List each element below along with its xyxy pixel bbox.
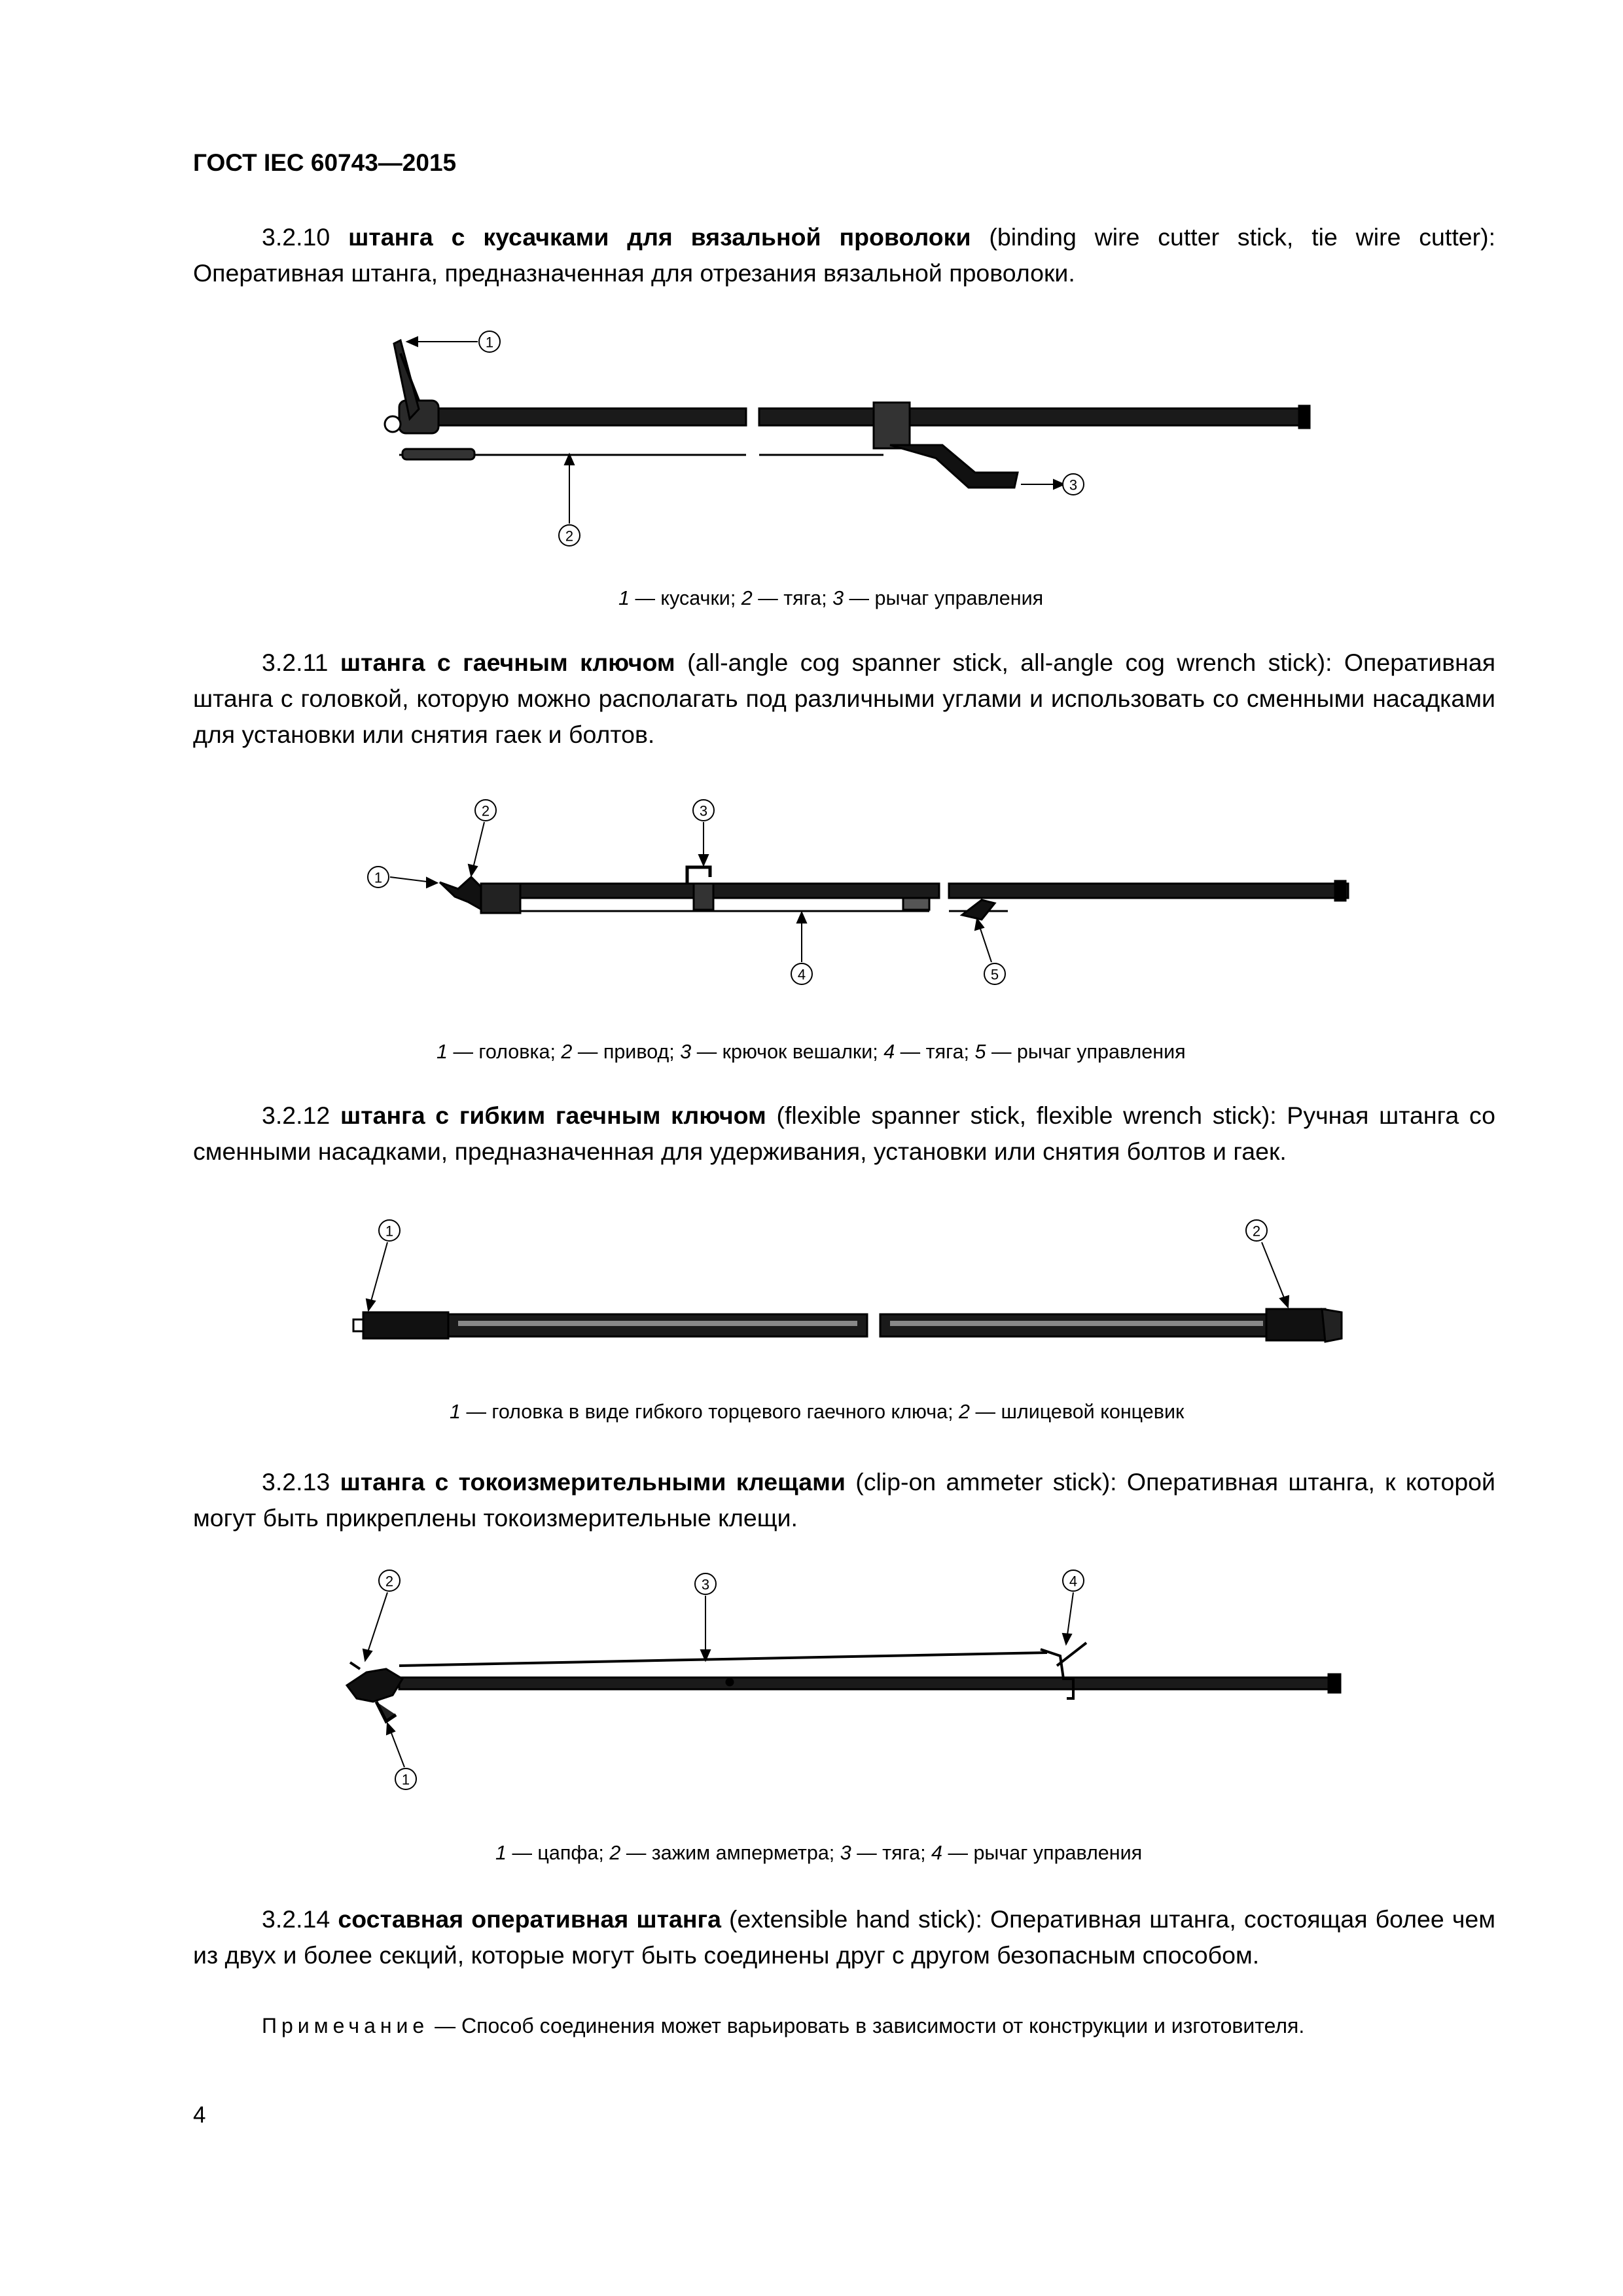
note-label: Примечание bbox=[262, 2014, 429, 2037]
figure-caption: 1 — головка в виде гибкого торцевого гаечного ключа; 2 — шлицевой концевик bbox=[450, 1401, 1185, 1423]
control-lever-icon bbox=[890, 445, 1018, 488]
callout-3: 3 bbox=[701, 1576, 710, 1593]
note bbox=[262, 2014, 1304, 2038]
callout-1: 1 bbox=[485, 334, 494, 351]
spline-end-icon bbox=[1266, 1309, 1325, 1340]
callout-2: 2 bbox=[481, 802, 490, 819]
section-number: 3.2.11 bbox=[262, 649, 329, 676]
section-number: 3.2.13 bbox=[262, 1468, 330, 1496]
page-number: 4 bbox=[193, 2102, 206, 2128]
callout-2: 2 bbox=[1252, 1223, 1261, 1240]
section-definition: (flexible spanner stick, flexible wrench stick): Ручная штанга со сменными насадками, предназначенная для удерживания, установки или снятия болтов и гаек. bbox=[193, 1102, 1496, 1165]
callout-1: 1 bbox=[401, 1771, 410, 1788]
section-term: штанга с токоизмерительными клещами bbox=[340, 1468, 846, 1496]
figure-flexible-spanner-stick bbox=[0, 1204, 1623, 1414]
callout-2: 2 bbox=[385, 1573, 394, 1590]
section-term: штанга с кусачками для вязальной проволоки bbox=[348, 223, 971, 251]
pole-section-left bbox=[419, 408, 746, 425]
section-definition: (clip-on ammeter stick): Оперативная штанга, к которой могут быть прикреплены токоизмерительные клещи. bbox=[193, 1468, 1495, 1532]
section-term: штанга с гибким гаечным ключом bbox=[340, 1102, 766, 1129]
section-number: 3.2.10 bbox=[262, 223, 330, 251]
callout-3: 3 bbox=[1069, 476, 1078, 493]
hanger-hook-icon bbox=[687, 867, 710, 884]
control-lever-icon bbox=[1057, 1643, 1086, 1666]
callout-1: 1 bbox=[374, 869, 383, 886]
control-lever-icon bbox=[962, 900, 995, 920]
note-text: — Способ соединения может варьировать в зависимости от конструкции и изготовителя. bbox=[429, 2014, 1305, 2037]
callout-4: 4 bbox=[1069, 1573, 1078, 1590]
flexible-socket-head bbox=[363, 1312, 448, 1338]
section-term: составная оперативная штанга bbox=[338, 1905, 721, 1933]
figure-caption: 1 — цапфа; 2 — зажим амперметра; 3 — тяга; 4 — рычаг управления bbox=[495, 1842, 1143, 1864]
document-header: ГОСТ IEC 60743—2015 bbox=[193, 149, 457, 176]
section-3-2-11 bbox=[193, 645, 1495, 753]
section-definition: (binding wire cutter stick, tie wire cutter): Оперативная штанга, предназначенная для отрезания вязальной проволоки. bbox=[193, 223, 1495, 287]
callout-2: 2 bbox=[565, 528, 574, 545]
pole-section-right bbox=[949, 884, 1348, 898]
callout-1: 1 bbox=[385, 1223, 394, 1240]
section-term: штанга с гаечным ключом bbox=[340, 649, 675, 676]
main-pole bbox=[399, 1677, 1335, 1689]
section-definition: (extensible hand stick): Оперативная штанга, состоящая более чем из двух и более секций, которые могут быть соединены друг с другом безопасным способом. bbox=[193, 1905, 1495, 1969]
figure-cog-spanner-stick bbox=[0, 785, 1623, 1021]
rod bbox=[399, 1653, 1047, 1666]
callout-3: 3 bbox=[699, 802, 708, 819]
ammeter-clamp-icon bbox=[347, 1669, 402, 1702]
figure-wire-cutter-stick bbox=[0, 0, 1623, 589]
section-3-2-14 bbox=[193, 1901, 1495, 1973]
callout-5: 5 bbox=[990, 966, 999, 983]
trunnion-icon bbox=[376, 1702, 396, 1721]
pole-section-right bbox=[759, 408, 1302, 425]
section-3-2-12 bbox=[193, 1098, 1495, 1170]
cutter-jaw-icon bbox=[394, 340, 419, 419]
figure-caption: 1 — головка; 2 — привод; 3 — крючок вешалки; 4 — тяга; 5 — рычаг управления bbox=[437, 1041, 1186, 1063]
section-number: 3.2.14 bbox=[262, 1905, 330, 1933]
section-3-2-13 bbox=[193, 1464, 1495, 1536]
section-definition: (all-angle cog spanner stick, all-angle cog wrench stick): Оперативная штанга с головкой, которую можно располагать под различными углами и использовать со сменными насадками для установки или снятия гаек и болтов. bbox=[193, 649, 1496, 748]
figure-clip-on-ammeter-stick bbox=[0, 1564, 1623, 1813]
section-number: 3.2.12 bbox=[262, 1102, 330, 1129]
callout-4: 4 bbox=[797, 966, 806, 983]
figure-caption: 1 — кусачки; 2 — тяга; 3 — рычаг управления bbox=[618, 587, 1044, 609]
